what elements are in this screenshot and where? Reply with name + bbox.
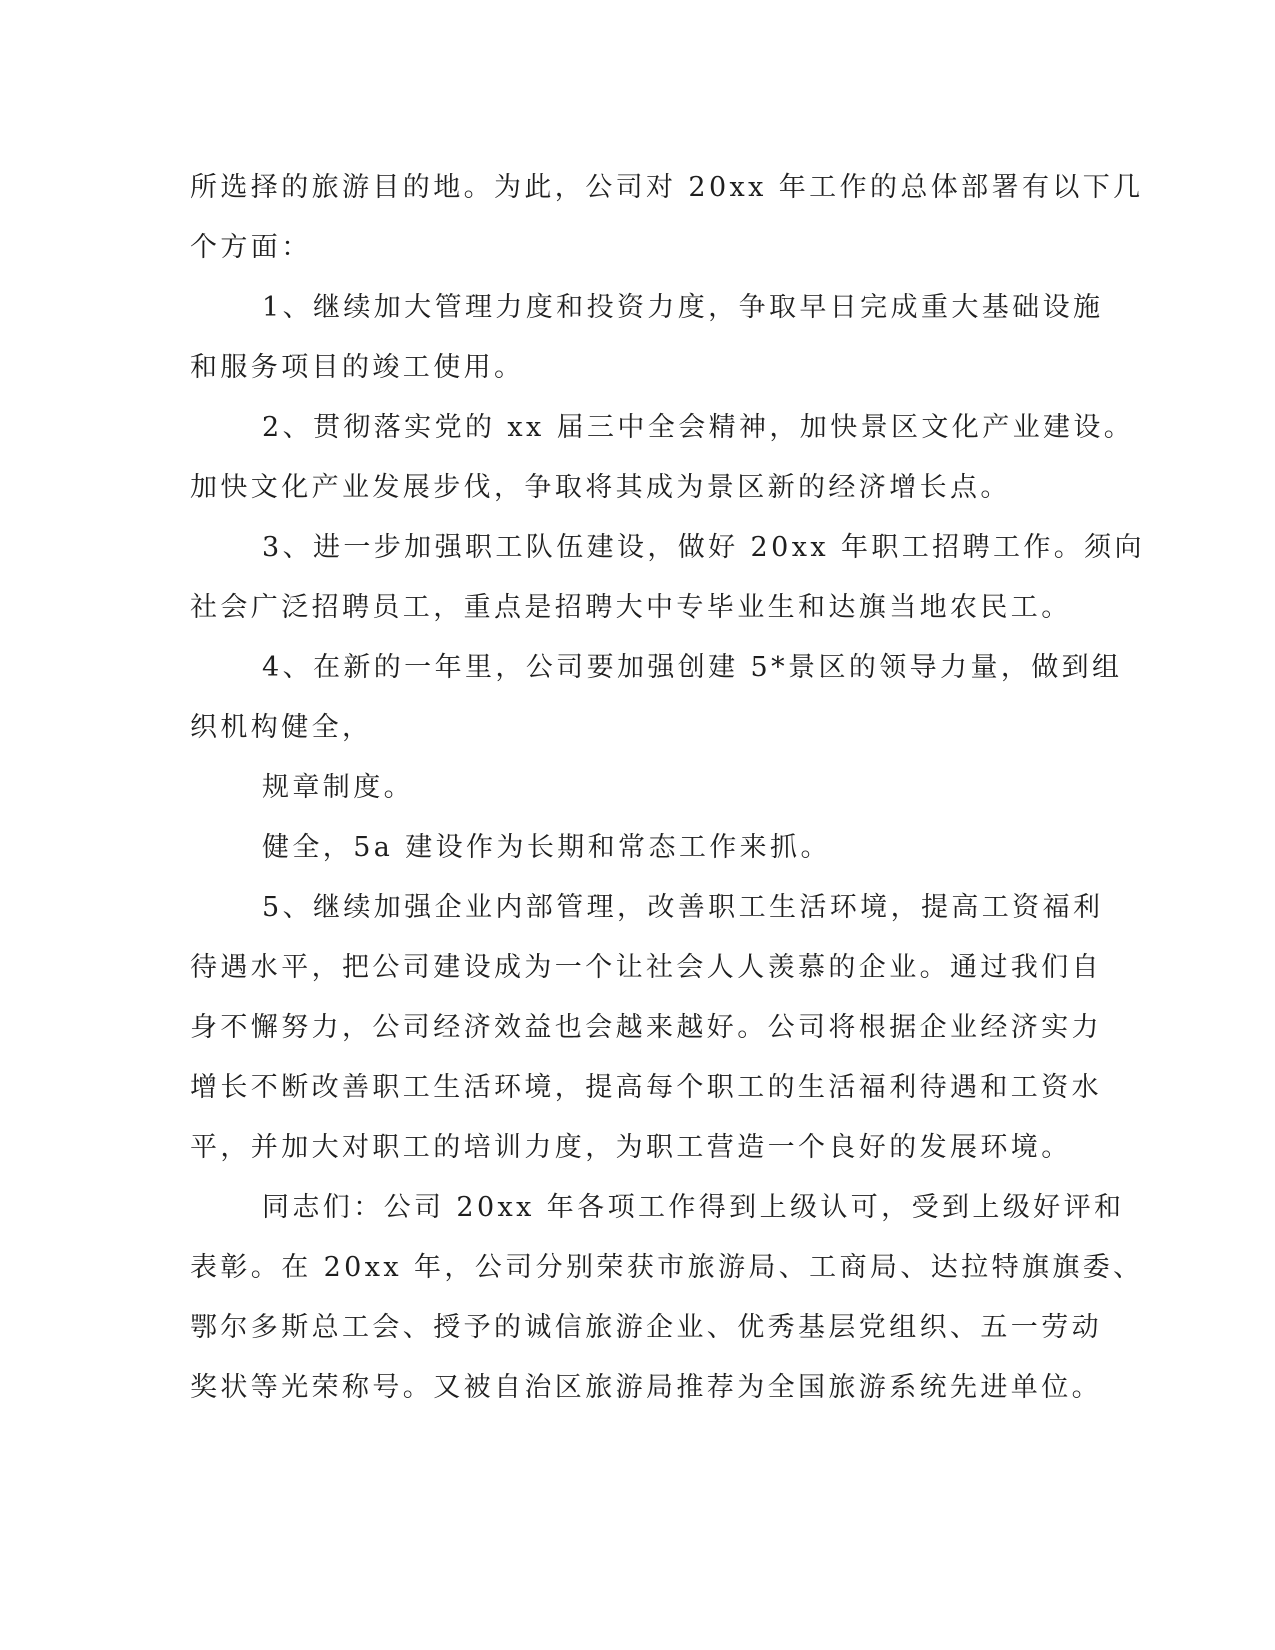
list-item-4-line: 4、在新的一年里，公司要加强创建 5*景区的领导力量，做到组: [262, 652, 1123, 683]
list-item-2-line: 2、贯彻落实党的 xx 届三中全会精神，加快景区文化产业建设。: [262, 412, 1135, 443]
text-line: 和服务项目的竣工使用。: [190, 352, 525, 383]
list-item-1-line: 1、继续加大管理力度和投资力度，争取早日完成重大基础设施: [262, 292, 1104, 323]
text-line: 个方面：: [190, 232, 312, 263]
text-line: 奖状等光荣称号。又被自治区旅游局推荐为全国旅游系统先进单位。: [190, 1372, 1102, 1403]
text-line: 增长不断改善职工生活环境，提高每个职工的生活福利待遇和工资水: [190, 1072, 1102, 1103]
text-line: 身不懈努力，公司经济效益也会越来越好。公司将根据企业经济实力: [190, 1012, 1102, 1043]
list-item-5-line: 5、继续加强企业内部管理，改善职工生活环境，提高工资福利: [262, 892, 1104, 923]
paragraph-start-line: 同志们：公司 20xx 年各项工作得到上级认可，受到上级好评和: [262, 1192, 1125, 1223]
text-line: 平，并加大对职工的培训力度，为职工营造一个良好的发展环境。: [190, 1132, 1072, 1163]
text-line: 规章制度。: [262, 772, 414, 803]
text-line: 鄂尔多斯总工会、授予的诚信旅游企业、优秀基层党组织、五一劳动: [190, 1312, 1102, 1343]
text-line: 织机构健全，: [190, 712, 373, 743]
list-item-3-line: 3、进一步加强职工队伍建设，做好 20xx 年职工招聘工作。须向: [262, 532, 1145, 563]
text-line: 所选择的旅游目的地。为此，公司对 20xx 年工作的总体部署有以下几: [190, 172, 1144, 203]
text-line: 待遇水平，把公司建设成为一个让社会人人羡慕的企业。通过我们自: [190, 952, 1102, 983]
text-line: 健全，5a 建设作为长期和常态工作来抓。: [262, 832, 831, 863]
text-line: 表彰。在 20xx 年，公司分别荣获市旅游局、工商局、达拉特旗旗委、: [190, 1252, 1144, 1283]
text-line: 社会广泛招聘员工，重点是招聘大中专毕业生和达旗当地农民工。: [190, 592, 1072, 623]
document-body: [190, 158, 1145, 1418]
text-line: 加快文化产业发展步伐，争取将其成为景区新的经济增长点。: [190, 472, 1011, 503]
